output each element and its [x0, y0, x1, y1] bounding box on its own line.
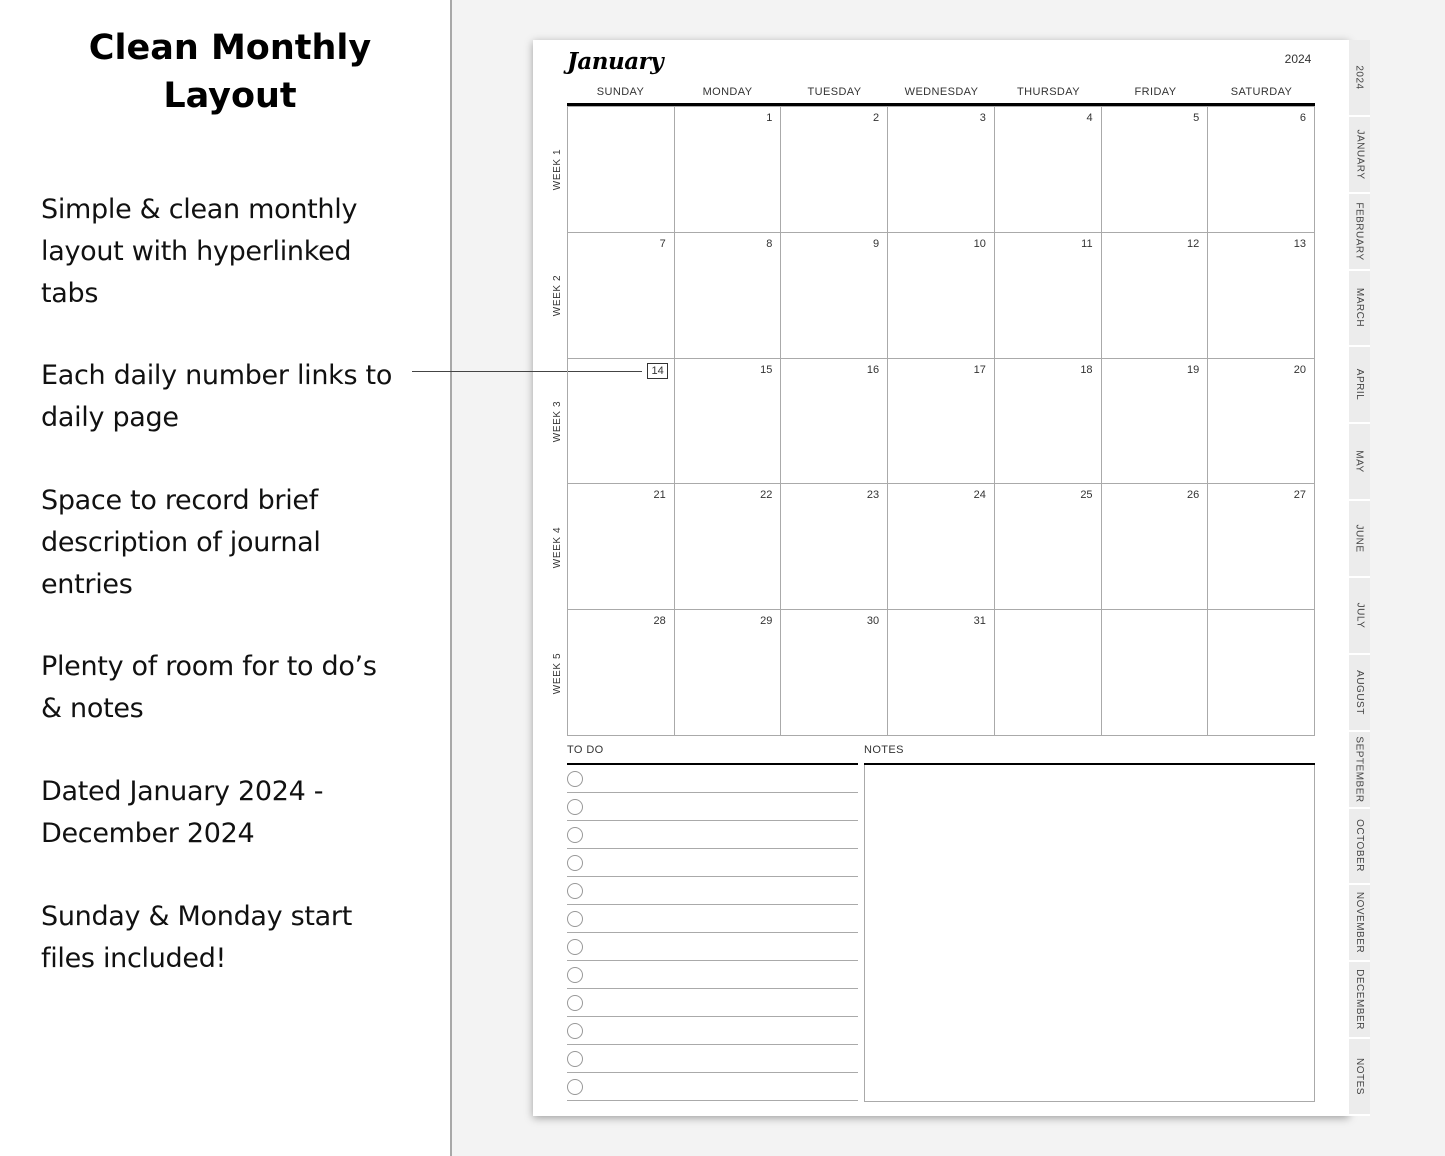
todo-checkbox-icon[interactable] [567, 1051, 583, 1067]
todo-row[interactable] [567, 793, 858, 821]
feature-line: December 2024 [41, 818, 255, 849]
todo-checkbox-icon[interactable] [567, 995, 583, 1011]
tab-label: MAY [1354, 450, 1365, 473]
todo-list [567, 765, 858, 1101]
feature-line: Space to record brief [41, 485, 318, 516]
day-cell[interactable] [1102, 358, 1209, 484]
feature-line: Sunday & Monday start [41, 901, 353, 932]
day-number-link[interactable]: 23 [866, 489, 880, 502]
week-label-text: WEEK 5 [552, 652, 564, 694]
day-number-link[interactable]: 4 [1086, 112, 1093, 124]
day-cell[interactable] [888, 483, 995, 609]
day-number-link[interactable]: 3 [979, 112, 986, 124]
todo-checkbox-icon[interactable] [567, 771, 583, 787]
day-number-link[interactable]: 16 [866, 363, 880, 376]
todo-checkbox-icon[interactable] [567, 1023, 583, 1039]
day-number-link[interactable]: 9 [873, 237, 880, 250]
day-cell[interactable] [995, 609, 1102, 735]
day-number-link[interactable]: 29 [760, 615, 773, 628]
feature-line: & notes [41, 693, 144, 724]
day-cell[interactable] [1102, 232, 1209, 358]
day-number-link[interactable]: 11 [1081, 237, 1093, 250]
notes-label: NOTES [864, 744, 904, 756]
feature-line: layout with hyperlinked [41, 236, 352, 267]
feature-todos-notes [41, 646, 421, 730]
todo-checkbox-icon[interactable] [567, 827, 583, 843]
todo-row[interactable] [567, 877, 858, 905]
day-cell[interactable] [1102, 609, 1209, 735]
todo-row[interactable] [567, 821, 858, 849]
todo-row[interactable] [567, 989, 858, 1017]
day-cell[interactable] [995, 358, 1102, 484]
day-number-link[interactable]: 31 [973, 615, 986, 628]
tab-label: JULY [1354, 602, 1365, 629]
day-number-link[interactable]: 20 [1293, 363, 1306, 376]
todo-row[interactable] [567, 905, 858, 933]
todo-row[interactable] [567, 849, 858, 877]
day-cell[interactable] [995, 483, 1102, 609]
todo-row[interactable] [567, 1017, 858, 1045]
day-cell[interactable] [568, 232, 675, 358]
tab-november[interactable] [1349, 885, 1370, 962]
tab-2024[interactable] [1349, 40, 1370, 117]
panel-title-line: Clean Monthly [88, 28, 372, 68]
day-cell[interactable] [781, 106, 888, 232]
weekday-header: WEDNESDAY [904, 86, 979, 98]
tab-april[interactable] [1349, 347, 1370, 424]
day-number-link[interactable]: 14 [647, 363, 667, 379]
todo-label: TO DO [567, 744, 604, 756]
day-number-link[interactable]: 15 [760, 363, 773, 376]
todo-checkbox-icon[interactable] [567, 967, 583, 983]
day-number-link[interactable]: 2 [873, 112, 880, 124]
day-cell[interactable] [888, 106, 995, 232]
feature-journal-space [41, 480, 421, 606]
day-number-link[interactable]: 18 [1080, 363, 1093, 376]
tab-label: MARCH [1354, 288, 1366, 328]
day-cell[interactable] [781, 232, 888, 358]
day-cell[interactable] [1208, 358, 1315, 484]
day-number-link[interactable]: 1 [766, 112, 773, 124]
day-number-link[interactable]: 8 [766, 237, 773, 250]
feature-line: Each daily number links to [41, 360, 393, 391]
day-cell[interactable] [675, 358, 782, 484]
tab-february[interactable] [1349, 194, 1370, 271]
week-label [551, 358, 565, 484]
weekday-header: THURSDAY [1017, 86, 1080, 98]
day-number-link[interactable]: 19 [1187, 363, 1200, 376]
week-label-text: WEEK 4 [552, 526, 564, 568]
tab-label: AUGUST [1354, 669, 1366, 715]
day-cell[interactable] [781, 358, 888, 484]
feature-line: daily page [41, 402, 179, 433]
weekday-header: MONDAY [702, 86, 753, 98]
week-label [551, 610, 565, 736]
tab-notes[interactable] [1349, 1039, 1370, 1116]
feature-line: entries [41, 569, 133, 600]
feature-line: files included! [41, 943, 227, 974]
day-number-link[interactable]: 5 [1193, 112, 1200, 124]
panel-title [30, 24, 430, 120]
day-cell[interactable] [888, 358, 995, 484]
todo-row[interactable] [567, 1073, 858, 1101]
description-panel [0, 0, 450, 1156]
tab-december[interactable] [1349, 962, 1370, 1039]
week-label [551, 484, 565, 610]
feature-start-day [41, 896, 421, 980]
month-title: January [567, 48, 664, 75]
day-number-link[interactable]: 7 [659, 237, 666, 250]
feature-line: tabs [41, 278, 99, 309]
feature-line: description of journal [41, 527, 321, 558]
day-number-link[interactable]: 26 [1187, 489, 1200, 502]
day-cell[interactable] [568, 609, 675, 735]
day-number-link[interactable]: 25 [1080, 489, 1093, 502]
day-cell[interactable] [568, 483, 675, 609]
tab-label: FEBRUARY [1354, 201, 1365, 261]
day-cell[interactable] [781, 609, 888, 735]
tab-label: JANUARY [1354, 129, 1365, 180]
day-cell[interactable] [1102, 106, 1209, 232]
feature-line: Dated January 2024 - [41, 776, 324, 807]
feature-line: Simple & clean monthly [41, 194, 358, 225]
panel-title-line: Layout [163, 76, 297, 116]
day-cell[interactable] [568, 358, 675, 484]
day-number-link[interactable]: 10 [973, 237, 986, 250]
day-cell[interactable] [1208, 609, 1315, 735]
tab-label: SEPTEMBER [1354, 736, 1365, 803]
day-cell[interactable] [675, 609, 782, 735]
day-number-link[interactable]: 17 [973, 363, 986, 376]
day-number-link[interactable]: 21 [653, 489, 666, 502]
tab-may[interactable] [1349, 424, 1370, 501]
day-cell[interactable] [1102, 483, 1209, 609]
day-cell[interactable] [675, 232, 782, 358]
day-cell[interactable] [1208, 106, 1315, 232]
weekday-header: SUNDAY [596, 86, 645, 98]
week-label-text: WEEK 1 [552, 148, 564, 190]
weekday-header: FRIDAY [1134, 86, 1177, 98]
year-label: 2024 [1284, 52, 1312, 66]
day-cell[interactable] [995, 232, 1102, 358]
weekday-header: TUESDAY [807, 86, 862, 98]
tab-label: APRIL [1354, 369, 1365, 401]
week-label [551, 106, 565, 232]
todo-checkbox-icon[interactable] [567, 855, 583, 871]
todo-row[interactable] [567, 1045, 858, 1073]
week-label-text: WEEK 2 [552, 274, 564, 316]
tab-label: DECEMBER [1354, 969, 1365, 1031]
tab-june[interactable] [1349, 501, 1370, 578]
day-number-link[interactable]: 12 [1187, 237, 1200, 250]
day-number-link[interactable]: 24 [973, 489, 986, 502]
day-number-link[interactable]: 30 [866, 615, 880, 628]
tab-september[interactable] [1349, 732, 1370, 809]
day-cell[interactable] [781, 483, 888, 609]
day-cell[interactable] [888, 232, 995, 358]
notes-area[interactable] [864, 765, 1315, 1102]
feature-daily-links [41, 355, 421, 439]
todo-row[interactable] [567, 765, 858, 793]
todo-checkbox-icon[interactable] [567, 911, 583, 927]
day-number-link[interactable]: 27 [1293, 489, 1306, 502]
todo-row[interactable] [567, 933, 858, 961]
day-number-link[interactable]: 22 [760, 489, 773, 502]
todo-checkbox-icon[interactable] [567, 1079, 583, 1095]
day-number-link[interactable]: 28 [653, 615, 666, 628]
weekday-header: SATURDAY [1230, 86, 1293, 98]
day-number-link[interactable]: 6 [1299, 112, 1306, 124]
feature-line: Plenty of room for to do’s [41, 651, 377, 682]
tab-august[interactable] [1349, 655, 1370, 732]
week-label [551, 232, 565, 358]
tab-label: JUNE [1354, 524, 1365, 553]
tab-march[interactable] [1349, 271, 1370, 348]
feature-hyperlinked-tabs [41, 189, 421, 315]
week-label-text: WEEK 3 [552, 400, 564, 442]
tab-january[interactable] [1349, 117, 1370, 194]
todo-checkbox-icon[interactable] [567, 799, 583, 815]
todo-checkbox-icon[interactable] [567, 883, 583, 899]
day-cell[interactable] [675, 106, 782, 232]
feature-dated [41, 771, 421, 855]
day-cell[interactable] [888, 609, 995, 735]
month-tabs [1349, 40, 1370, 1116]
tab-label: OCTOBER [1354, 819, 1365, 873]
calendar-grid [567, 106, 1315, 736]
tab-october[interactable] [1349, 809, 1370, 886]
tab-label: NOVEMBER [1354, 892, 1366, 954]
day-cell[interactable] [1208, 232, 1315, 358]
tab-label: 2024 [1354, 65, 1365, 90]
todo-checkbox-icon[interactable] [567, 939, 583, 955]
day-cell[interactable] [1208, 483, 1315, 609]
tab-label: NOTES [1354, 1058, 1366, 1096]
tab-july[interactable] [1349, 578, 1370, 655]
day-number-link[interactable]: 13 [1293, 237, 1306, 250]
todo-row[interactable] [567, 961, 858, 989]
day-cell[interactable] [675, 483, 782, 609]
day-cell[interactable] [568, 106, 675, 232]
day-cell[interactable] [995, 106, 1102, 232]
